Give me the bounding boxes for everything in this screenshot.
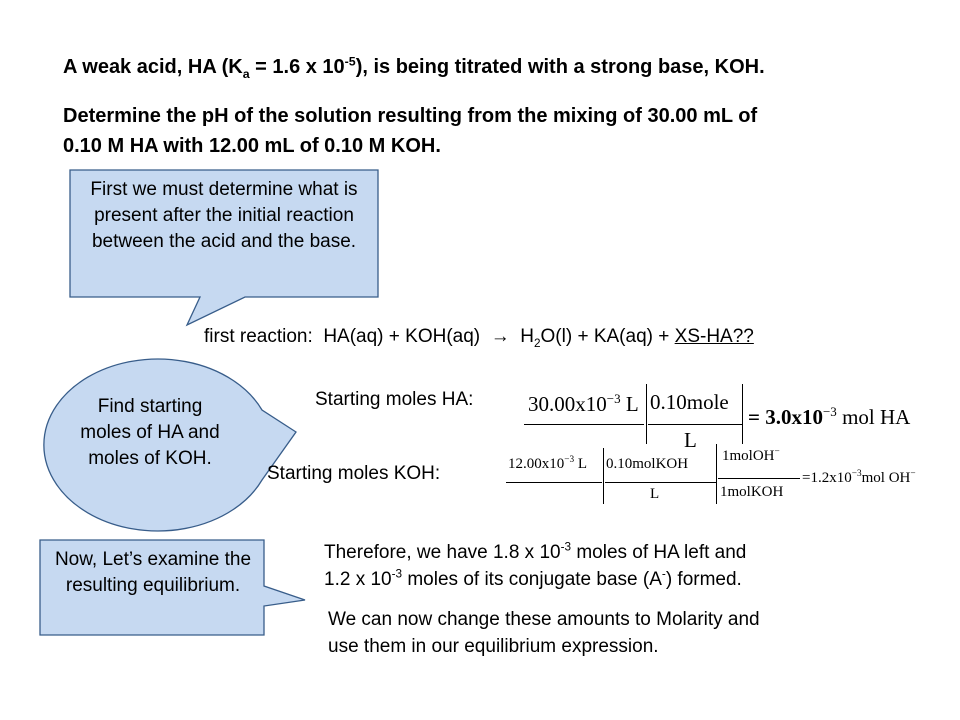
reaction-reactants: HA(aq) + KOH(aq)	[323, 326, 481, 347]
callout-find-text: Find starting moles of HA and moles of KOH.	[80, 396, 220, 469]
koh-result	[802, 470, 916, 487]
change-line-2: use them in our equilibrium expression.	[328, 636, 659, 657]
koh-volume-exp: −3	[564, 455, 575, 465]
ha-fraction-bar-2	[648, 424, 742, 425]
koh-divider-2	[716, 444, 717, 504]
ha-result-exp: −3	[822, 404, 837, 419]
therefore-l2-a: 1.2 x 10	[324, 569, 392, 590]
therefore-l1-exp: -3	[560, 540, 572, 554]
koh-result-unit: mol OH	[861, 470, 911, 486]
koh-conc-denominator: L	[650, 486, 660, 502]
heading-ka-value: = 1.6 x 10	[249, 56, 345, 78]
therefore-l2-sup: -	[661, 567, 666, 581]
therefore-paragraph	[324, 539, 746, 593]
koh-ratio-denominator: 1molKOH	[720, 484, 784, 500]
ha-divider-2	[742, 384, 743, 444]
ha-volume-value: 30.00x10	[528, 392, 607, 416]
ha-volume-exp: −3	[606, 391, 621, 406]
koh-fraction-bar-2	[605, 482, 716, 483]
moles-ha-label: Starting moles HA:	[315, 389, 474, 410]
therefore-l1-b: moles of HA left and	[571, 542, 747, 563]
callout-now-text: Now, Let’s examine the resulting equilibrium.	[54, 549, 252, 596]
ha-result	[748, 405, 910, 430]
koh-volume	[508, 456, 587, 473]
koh-result-exp: −3	[851, 469, 862, 479]
koh-fraction-bar-1	[506, 482, 602, 483]
koh-volume-value: 12.00x10	[508, 456, 565, 472]
therefore-l1-a: Therefore, we have 1.8 x 10	[324, 542, 561, 563]
moles-koh-calculation	[506, 444, 946, 514]
problem-line-2: 0.10 M HA with 12.00 mL of 0.10 M KOH.	[63, 135, 441, 157]
moles-ha-calculation	[524, 380, 924, 450]
ha-volume	[528, 392, 639, 417]
ha-fraction-bar-1	[524, 424, 644, 425]
therefore-l2-exp: -3	[391, 567, 403, 581]
koh-ratio-numerator	[722, 448, 780, 465]
ha-conc-denominator: L	[684, 428, 697, 452]
reaction-water: H	[520, 326, 534, 347]
ha-volume-unit: L	[625, 392, 639, 416]
koh-fraction-bar-3	[718, 478, 800, 479]
change-paragraph	[328, 606, 760, 660]
koh-divider-1	[603, 448, 604, 504]
therefore-l2-c: ) formed.	[665, 569, 742, 590]
problem-line-1: Determine the pH of the solution resulting from the mixing of 30.00 mL of	[63, 105, 758, 127]
reaction-products: O(l) + KA(aq) +	[540, 326, 670, 347]
therefore-l2-b: moles of its conjugate base (A	[402, 569, 662, 590]
change-line-1: We can now change these amounts to Molarity and	[328, 609, 760, 630]
koh-result-sup: −	[910, 469, 916, 479]
ha-concentration: 0.10mole	[650, 390, 729, 414]
koh-concentration: 0.10molKOH	[606, 456, 689, 472]
first-reaction	[204, 326, 754, 348]
koh-result-value: =1.2x10	[802, 470, 852, 486]
ha-result-value: = 3.0x10	[748, 405, 823, 429]
moles-koh-label: Starting moles KOH:	[267, 463, 441, 484]
koh-ratio-num-text: 1molOH	[722, 448, 775, 464]
callout-first-text: First we must determine what is present after the initial reaction between the acid and the base.	[90, 179, 358, 252]
ha-divider-1	[646, 384, 647, 444]
ha-result-unit: mol HA	[842, 405, 911, 429]
heading-text: A weak acid, HA (K	[63, 56, 243, 78]
koh-ratio-num-sup: −	[774, 447, 780, 457]
therefore-line-2	[324, 566, 746, 593]
ka-exponent: -5	[344, 54, 356, 69]
water-subscript: 2	[533, 336, 541, 350]
therefore-line-1	[324, 539, 746, 566]
reaction-excess: XS-HA??	[674, 326, 754, 347]
ka-subscript: a	[242, 67, 250, 81]
reaction-arrow: →	[490, 326, 510, 347]
koh-volume-unit: L	[577, 456, 588, 472]
reaction-label: first reaction:	[204, 326, 313, 347]
heading-suffix: ), is being titrated with a strong base, KOH.	[355, 56, 765, 78]
